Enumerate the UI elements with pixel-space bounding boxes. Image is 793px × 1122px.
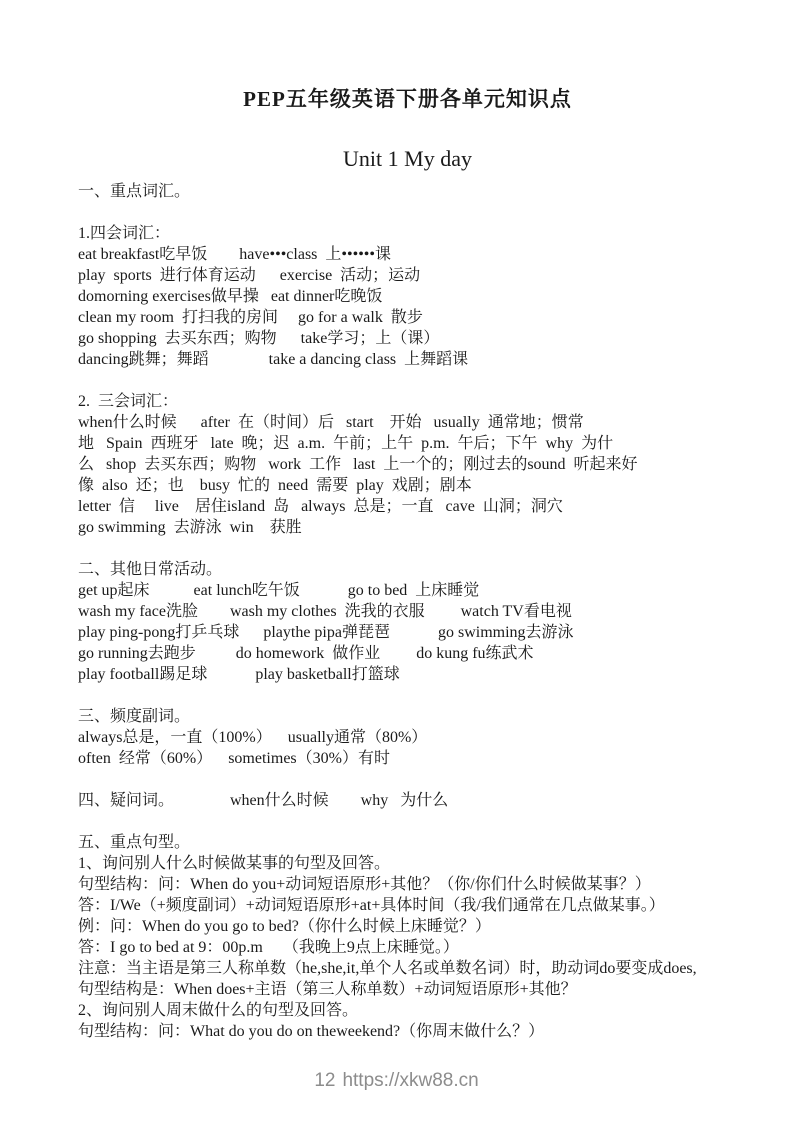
text-line: 注意：当主语是第三人称单数（he,she,it,单个人名或单数名词）时，助动词do要变成does, bbox=[78, 960, 697, 977]
text-line: 句型结构是：When does+主语（第三人称单数）+动词短语原形+其他？ bbox=[78, 981, 577, 998]
document-title: PEP五年级英语下册各单元知识点 bbox=[243, 87, 572, 111]
text-line: 答：I/We（+频度副词）+动词短语原形+at+具体时间（我/我们通常在几点做某事。） bbox=[78, 897, 665, 914]
text-line: 五、重点句型。 bbox=[78, 834, 191, 851]
text-line: go running去跑步 do homework 做作业 do kung fu练武术 bbox=[78, 645, 534, 662]
text-line: 答：I go to bed at 9：00p.m （我晚上9点上床睡觉。） bbox=[78, 939, 459, 956]
text-line: wash my face洗脸 wash my clothes 洗我的衣服 watch TV看电视 bbox=[78, 603, 572, 620]
text-line: 句型结构：问：When do you+动词短语原形+其他？（你/你们什么时候做某事？） bbox=[78, 876, 651, 893]
text-line: eat breakfast吃早饭 have•••class 上••••••课 bbox=[78, 246, 392, 263]
text-line: often 经常（60%） sometimes（30%）有时 bbox=[78, 750, 390, 767]
text-line: play ping-pong打乒乓球 playthe pipa弹琵琶 go swimming去游泳 bbox=[78, 624, 574, 641]
footer-url: https://xkw88.cn bbox=[342, 1070, 479, 1091]
text-line: domorning exercises做早操 eat dinner吃晚饭 bbox=[78, 288, 383, 305]
text-line: 2. 三会词汇： bbox=[78, 393, 179, 410]
page-footer bbox=[0, 1070, 793, 1092]
text-line: 三、频度副词。 bbox=[78, 708, 191, 725]
text-line: 么 shop 去买东西；购物 work 工作 last 上一个的；刚过去的sound 听起来好 bbox=[78, 456, 638, 473]
text-line: play sports 进行体育运动 exercise 活动；运动 bbox=[78, 267, 421, 284]
unit-heading: Unit 1 My day bbox=[343, 146, 472, 171]
text-line: 一、重点词汇。 bbox=[78, 183, 191, 200]
text-line: play football踢足球 play basketball打篮球 bbox=[78, 666, 400, 683]
text-line: 二、其他日常活动。 bbox=[78, 561, 223, 578]
text-line bbox=[78, 370, 737, 391]
text-line: 例：问：When do you go to bed?（你什么时候上床睡觉？） bbox=[78, 918, 491, 935]
text-line bbox=[78, 685, 737, 706]
text-line bbox=[78, 769, 737, 790]
text-line: 1、询问别人什么时候做某事的句型及回答。 bbox=[78, 855, 391, 872]
text-line: 1.四会词汇： bbox=[78, 225, 171, 242]
text-line: letter 信 live 居住island 岛 always 总是；一直 cave 山洞；洞穴 bbox=[78, 498, 563, 515]
text-line: 地 Spain 西班牙 late 晚；迟 a.m. 午前；上午 p.m. 午后；下午 why 为什 bbox=[78, 435, 614, 452]
text-line: 句型结构：问：What do you do on theweekend?（你周末做什么？） bbox=[78, 1023, 545, 1040]
text-line: 像 also 还；也 busy 忙的 need 需要 play 戏剧；剧本 bbox=[78, 477, 472, 494]
text-line bbox=[78, 202, 737, 223]
text-line: go shopping 去买东西；购物 take学习；上（课） bbox=[78, 330, 440, 347]
text-line bbox=[78, 811, 737, 832]
text-line: 四、疑问词。 when什么时候 why 为什么 bbox=[78, 792, 449, 809]
text-line: when什么时候 after 在（时间）后 start 开始 usually 通常地；惯常 bbox=[78, 414, 584, 431]
text-line: go swimming 去游泳 win 获胜 bbox=[78, 519, 302, 536]
document-body bbox=[78, 181, 737, 1042]
text-line: always总是，一直（100%） usually通常（80%） bbox=[78, 729, 428, 746]
page-number: 12 bbox=[314, 1070, 336, 1091]
text-line: dancing跳舞；舞蹈 take a dancing class 上舞蹈课 bbox=[78, 351, 469, 368]
text-line: get up起床 eat lunch吃午饭 go to bed 上床睡觉 bbox=[78, 582, 480, 599]
text-line: 2、询问别人周末做什么的句型及回答。 bbox=[78, 1002, 359, 1019]
text-line bbox=[78, 538, 737, 559]
text-line: clean my room 打扫我的房间 go for a walk 散步 bbox=[78, 309, 423, 326]
